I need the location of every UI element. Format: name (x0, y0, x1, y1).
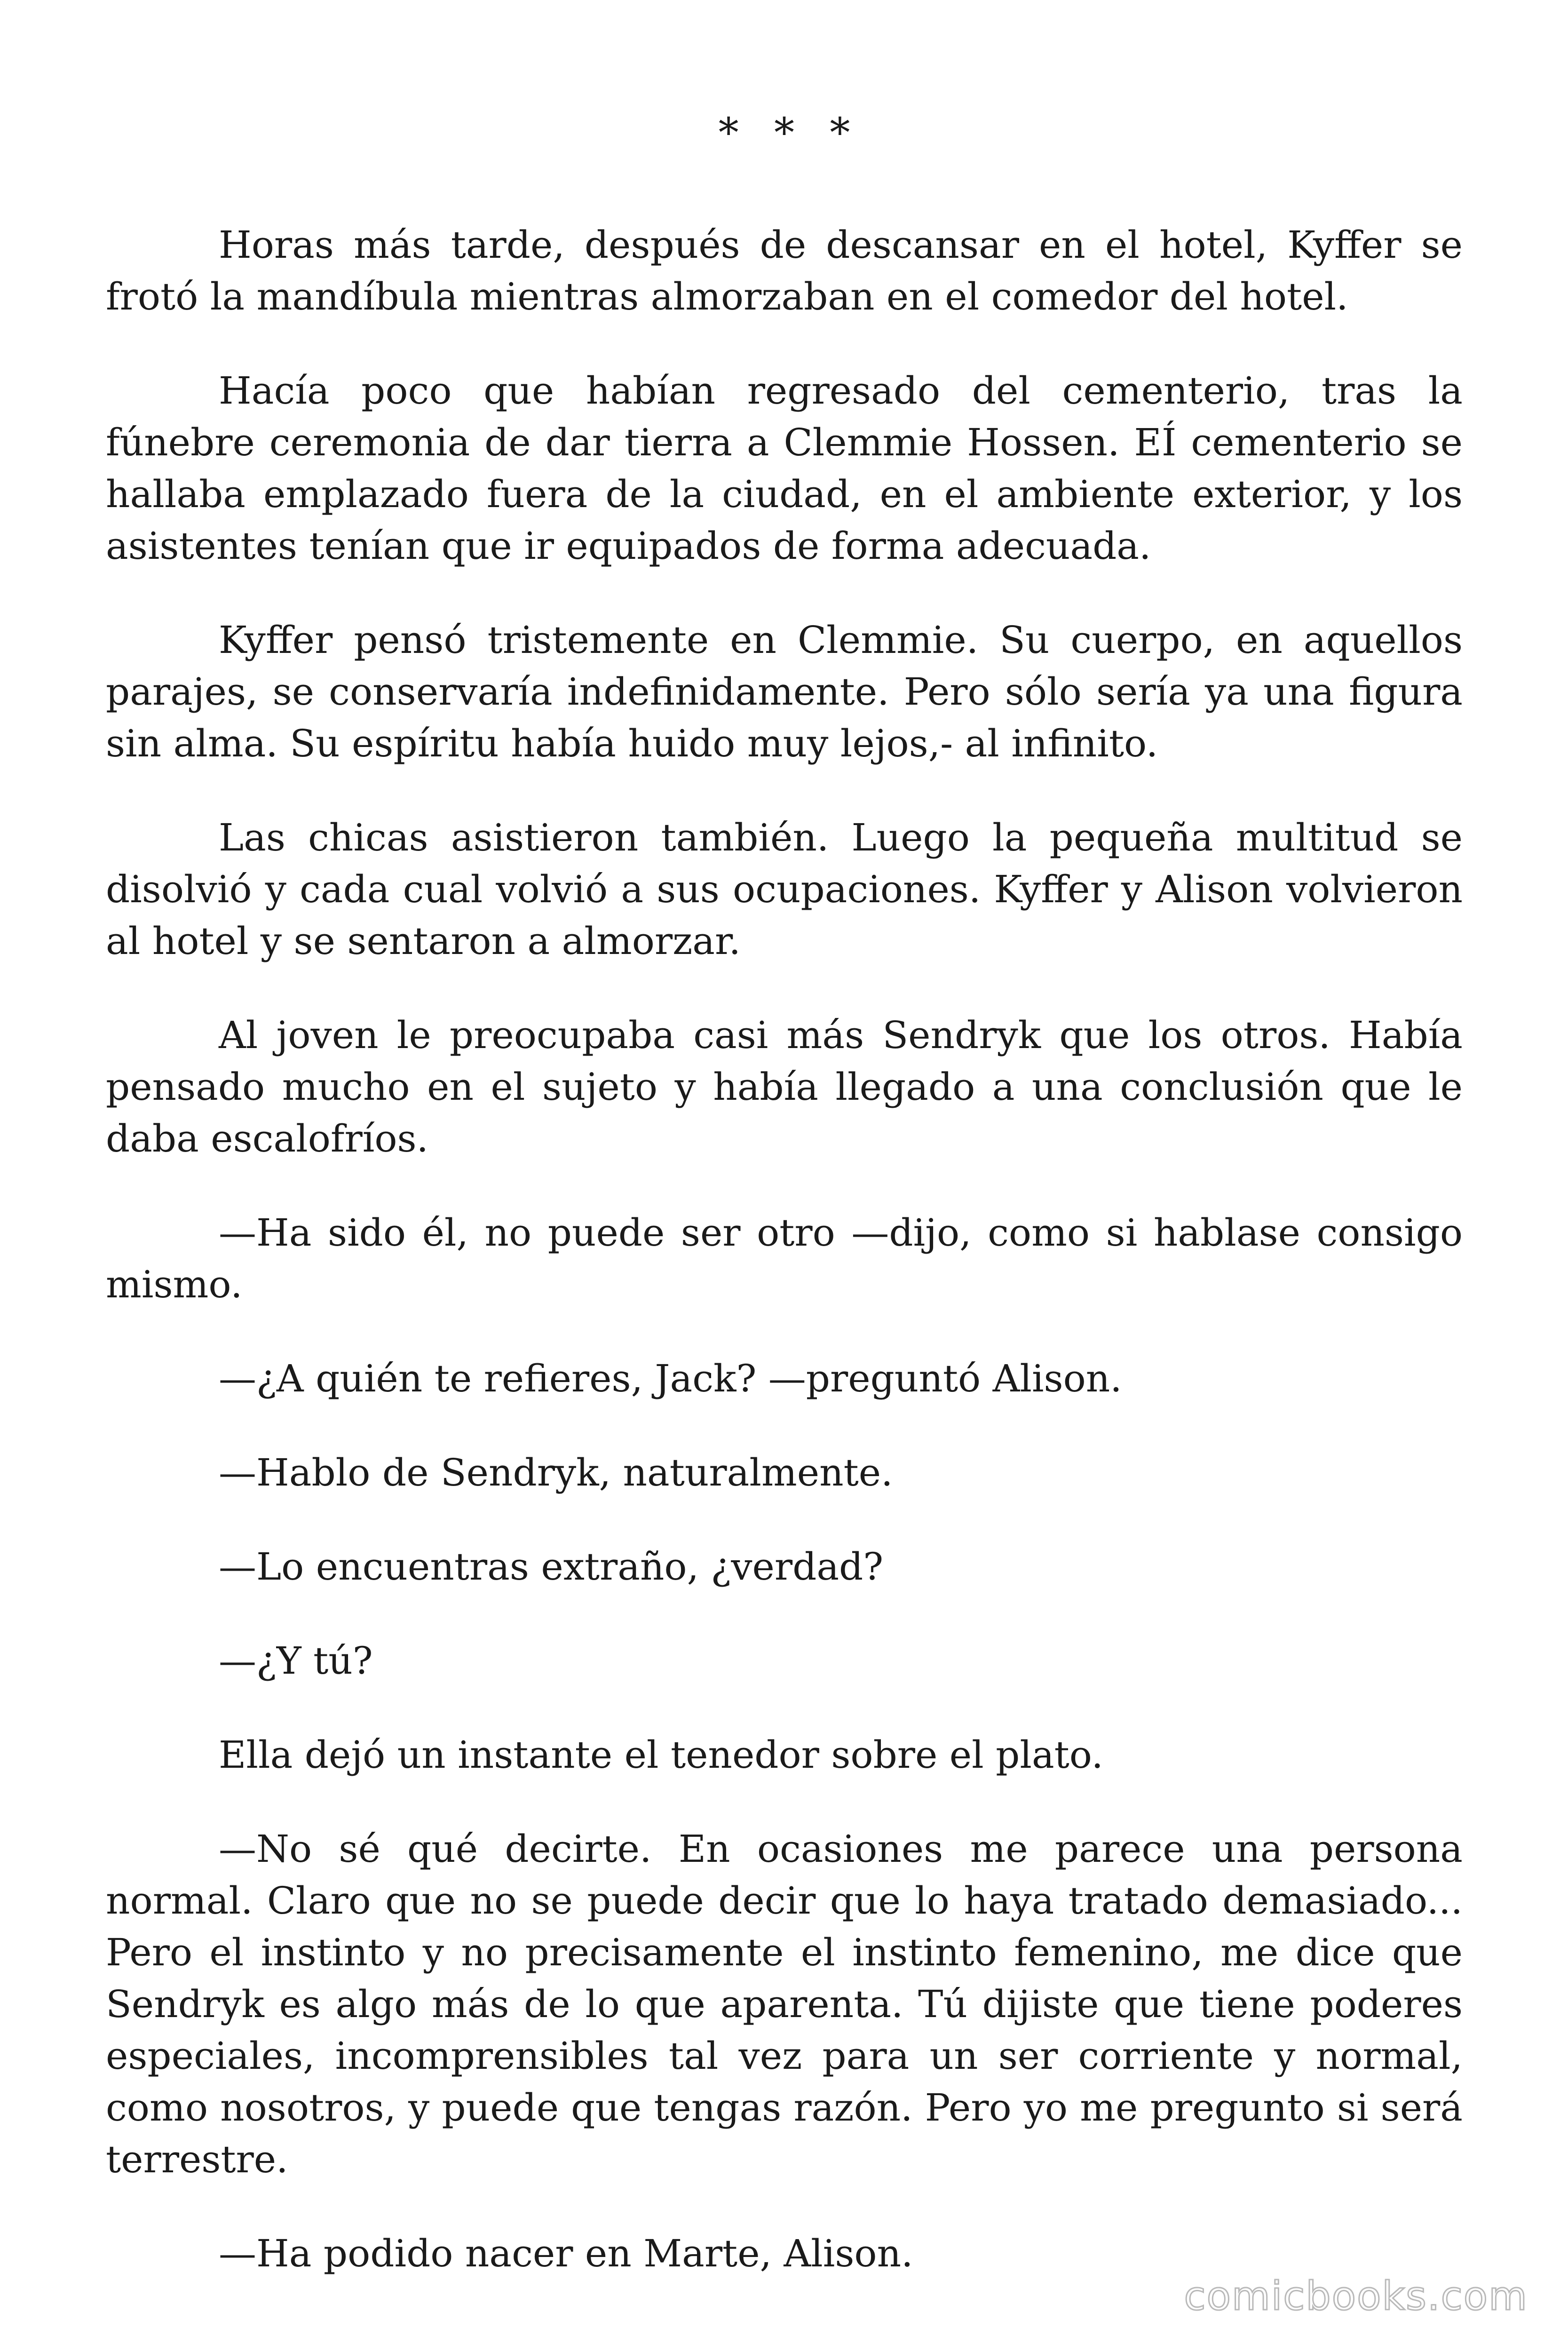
paragraph: Las chicas asistieron también. Luego la pequeña multitud se disolvió y cada cual volvió a sus ocupaciones. Kyffer y Alison volvieron al hotel y se sentaron a almorzar. (106, 816, 1463, 963)
dialogue-paragraph: —¿A quién te refieres, Jack? —preguntó Alison. (219, 1357, 1122, 1400)
paragraph: Al joven le preocupaba casi más Sendryk que los otros. Había pensado mucho en el sujeto y había llegado a una conclusión que le daba escalofríos. (106, 1013, 1463, 1160)
book-page (106, 110, 1463, 2322)
dialogue-paragraph: —No sé qué decirte. En ocasiones me parece una persona normal. Claro que no se puede decir que lo haya tratado demasiado... Pero el instinto y no precisamente el instinto femenino, me dice que Sendryk es algo más de lo que aparenta. Tú dijiste que tiene poderes especiales, incomprensibles tal vez para un ser corriente y normal, como nosotros, y puede que tengas razón. Pero yo me pregunto si será terrestre. (106, 1827, 1463, 2181)
dialogue-paragraph: —Hablo de Sendryk, naturalmente. (219, 1451, 893, 1494)
paragraph: Kyffer pensó tristemente en Clemmie. Su cuerpo, en aquellos parajes, se conservaría indefinidamente. Pero sólo sería ya una figura sin alma. Su espíritu había huido muy lejos,- al infinito. (106, 618, 1463, 765)
paragraph: Ella dejó un instante el tenedor sobre el plato. (219, 1733, 1103, 1777)
dialogue-paragraph: —Ha podido nacer en Marte, Alison. (219, 2232, 913, 2275)
dialogue-paragraph: —Lo encuentras extraño, ¿verdad? (219, 1545, 884, 1589)
paragraph: Hacía poco que habían regresado del cementerio, tras la fúnebre ceremonia de dar tierra a Clemmie Hossen. EÍ cementerio se hallaba emplazado fuera de la ciudad, en el ambiente exterior, y los asistentes tenían que ir equipados de forma adecuada. (106, 369, 1463, 568)
section-break-ornament: * * * (718, 110, 862, 157)
watermark: comicbooks.com (1184, 2273, 1528, 2319)
dialogue-paragraph: —Ha sido él, no puede ser otro —dijo, como si hablase consigo mismo. (106, 1211, 1463, 1306)
paragraph: Horas más tarde, después de descansar en el hotel, Kyffer se frotó la mandíbula mientras almorzaban en el comedor del hotel. (106, 223, 1463, 318)
dialogue-paragraph: —¿Y tú? (219, 1639, 373, 1683)
